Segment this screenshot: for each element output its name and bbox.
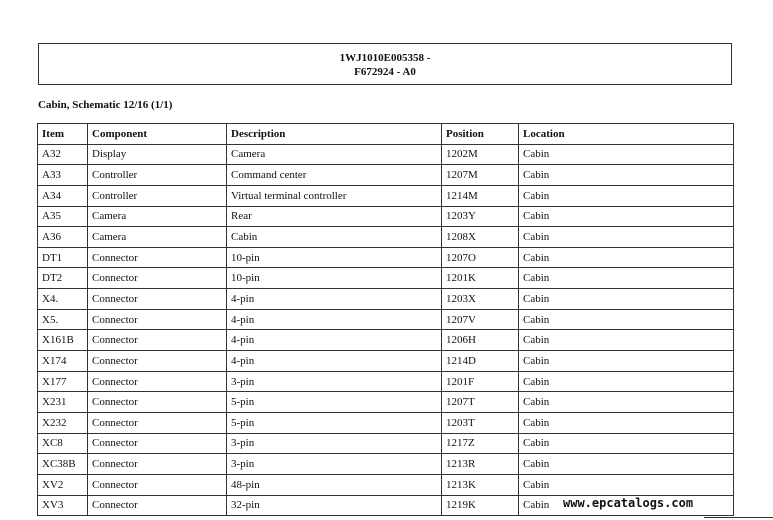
cell-location: Cabin (519, 227, 734, 248)
cell-position: 1202M (442, 144, 519, 165)
column-header-location: Location (519, 124, 734, 145)
cell-position: 1207T (442, 392, 519, 413)
cell-description: 4-pin (227, 351, 442, 372)
document-id: 1WJ1010E005358 - (339, 52, 431, 64)
cell-position: 1217Z (442, 433, 519, 454)
cell-item: X177 (38, 371, 88, 392)
cell-component: Connector (88, 495, 227, 516)
cell-component: Connector (88, 454, 227, 475)
cell-component: Connector (88, 433, 227, 454)
cell-description: 5-pin (227, 392, 442, 413)
table-row (38, 351, 734, 372)
cell-item: X232 (38, 412, 88, 433)
cell-location: Cabin (519, 309, 734, 330)
cell-component: Controller (88, 165, 227, 186)
cell-position: 1214M (442, 185, 519, 206)
table-row (38, 412, 734, 433)
cell-component: Connector (88, 330, 227, 351)
cell-component: Connector (88, 309, 227, 330)
cell-item: X161B (38, 330, 88, 351)
cell-location: Cabin (519, 185, 734, 206)
table-body (38, 144, 734, 516)
cell-item: X231 (38, 392, 88, 413)
cell-item: X174 (38, 351, 88, 372)
parts-table (37, 123, 734, 516)
column-header-item: Item (38, 124, 88, 145)
cell-position: 1201K (442, 268, 519, 289)
cell-description: 4-pin (227, 309, 442, 330)
table-row (38, 268, 734, 289)
cell-component: Controller (88, 185, 227, 206)
cell-description: 4-pin (227, 330, 442, 351)
cell-component: Connector (88, 289, 227, 310)
column-header-description: Description (227, 124, 442, 145)
cell-component: Connector (88, 392, 227, 413)
table-row (38, 165, 734, 186)
cell-component: Connector (88, 268, 227, 289)
cell-description: 48-pin (227, 474, 442, 495)
cell-component: Camera (88, 206, 227, 227)
cell-description: 32-pin (227, 495, 442, 516)
cell-position: 1203Y (442, 206, 519, 227)
table-row (38, 371, 734, 392)
cell-position: 1213K (442, 474, 519, 495)
divider-line (704, 517, 773, 518)
cell-position: 1207M (442, 165, 519, 186)
cell-position: 1206H (442, 330, 519, 351)
table-row (38, 247, 734, 268)
table-row (38, 392, 734, 413)
cell-description: Rear (227, 206, 442, 227)
table-row (38, 227, 734, 248)
document-revision: F672924 - A0 (354, 66, 416, 78)
cell-component: Connector (88, 412, 227, 433)
cell-component: Connector (88, 474, 227, 495)
cell-description: Cabin (227, 227, 442, 248)
cell-location: Cabin (519, 371, 734, 392)
cell-location: Cabin (519, 392, 734, 413)
cell-item: A32 (38, 144, 88, 165)
table-row (38, 206, 734, 227)
cell-location: Cabin (519, 144, 734, 165)
cell-item: XC38B (38, 454, 88, 475)
column-header-component: Component (88, 124, 227, 145)
table-row (38, 433, 734, 454)
cell-item: A34 (38, 185, 88, 206)
cell-description: Command center (227, 165, 442, 186)
cell-component: Camera (88, 227, 227, 248)
cell-description: 3-pin (227, 371, 442, 392)
cell-item: XV2 (38, 474, 88, 495)
column-header-position: Position (442, 124, 519, 145)
cell-position: 1219K (442, 495, 519, 516)
cell-item: XC8 (38, 433, 88, 454)
cell-item: XV3 (38, 495, 88, 516)
table-row (38, 289, 734, 310)
cell-description: 10-pin (227, 247, 442, 268)
table-header-row (38, 124, 734, 145)
cell-position: 1214D (442, 351, 519, 372)
cell-position: 1203T (442, 412, 519, 433)
document-header (38, 43, 732, 85)
section-title: Cabin, Schematic 12/16 (1/1) (38, 99, 173, 111)
cell-location: Cabin (519, 433, 734, 454)
table-row (38, 454, 734, 475)
cell-location: Cabin (519, 206, 734, 227)
cell-position: 1213R (442, 454, 519, 475)
cell-item: X4. (38, 289, 88, 310)
cell-description: 10-pin (227, 268, 442, 289)
cell-component: Display (88, 144, 227, 165)
cell-location: Cabin (519, 474, 734, 495)
table-row (38, 309, 734, 330)
cell-item: DT2 (38, 268, 88, 289)
cell-component: Connector (88, 371, 227, 392)
cell-item: X5. (38, 309, 88, 330)
cell-item: A33 (38, 165, 88, 186)
cell-location: Cabin (519, 247, 734, 268)
table-row (38, 144, 734, 165)
watermark-url: www.epcatalogs.com (559, 496, 697, 510)
cell-component: Connector (88, 247, 227, 268)
cell-description: 5-pin (227, 412, 442, 433)
cell-location: Cabin (519, 268, 734, 289)
cell-description: 3-pin (227, 454, 442, 475)
cell-position: 1208X (442, 227, 519, 248)
cell-location: Cabin (519, 412, 734, 433)
cell-location: Cabin (519, 289, 734, 310)
cell-location: Cabin (519, 330, 734, 351)
cell-description: Virtual terminal controller (227, 185, 442, 206)
cell-description: Camera (227, 144, 442, 165)
cell-position: 1201F (442, 371, 519, 392)
cell-component: Connector (88, 351, 227, 372)
cell-item: A36 (38, 227, 88, 248)
cell-location: Cabin (519, 495, 734, 516)
table-row (38, 185, 734, 206)
cell-location: Cabin (519, 351, 734, 372)
cell-position: 1207V (442, 309, 519, 330)
cell-item: DT1 (38, 247, 88, 268)
cell-item: A35 (38, 206, 88, 227)
cell-position: 1207O (442, 247, 519, 268)
table-row (38, 330, 734, 351)
cell-description: 3-pin (227, 433, 442, 454)
cell-description: 4-pin (227, 289, 442, 310)
cell-location: Cabin (519, 165, 734, 186)
table-row (38, 474, 734, 495)
cell-position: 1203X (442, 289, 519, 310)
cell-location: Cabin (519, 454, 734, 475)
